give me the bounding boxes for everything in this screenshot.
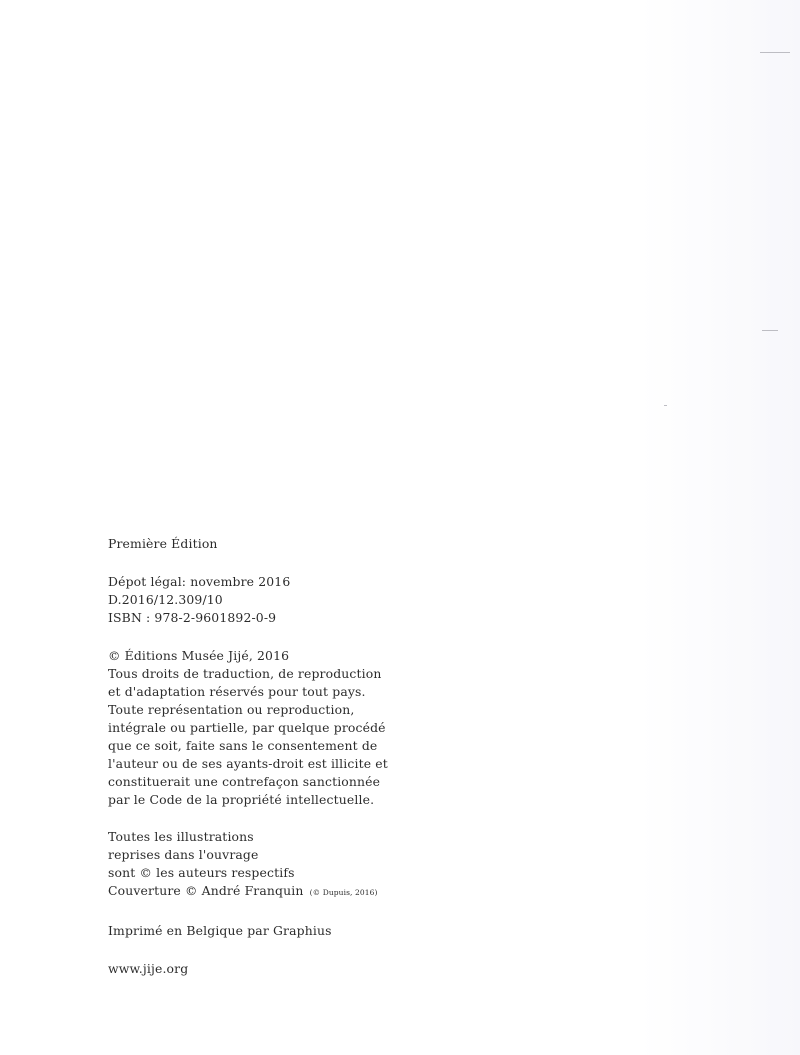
copyright-line: © Éditions Musée Jijé, 2016 — [108, 648, 290, 663]
rights-line: Tous droits de traduction, de reproduction — [108, 666, 382, 681]
edition-block — [108, 535, 408, 553]
rights-line: l'auteur ou de ses ayants-droit est illicite et — [108, 756, 388, 771]
illustrations-block — [108, 828, 408, 902]
rights-line: Toute représentation ou reproduction, — [108, 702, 355, 717]
website-url: www.jije.org — [108, 961, 189, 976]
cover-credit-line — [108, 882, 408, 902]
colophon-text — [108, 535, 408, 978]
isbn: ISBN : 978-2-9601892-0-9 — [108, 610, 277, 625]
rights-line: par le Code de la propriété intellectuelle. — [108, 792, 375, 807]
scan-mark — [762, 330, 778, 331]
rights-line: que ce soit, faite sans le consentement de — [108, 738, 378, 753]
illustrations-line: Toutes les illustrations — [108, 829, 254, 844]
scan-mark — [664, 405, 667, 406]
legal-number: D.2016/12.309/10 — [108, 592, 223, 607]
illustrations-line: reprises dans l'ouvrage — [108, 847, 259, 862]
legal-deposit: Dépot légal: novembre 2016 — [108, 574, 291, 589]
edition-label: Première Édition — [108, 536, 218, 551]
rights-line: et d'adaptation réservés pour tout pays. — [108, 684, 366, 699]
website-block — [108, 960, 408, 978]
cover-publisher-credit: (© Dupuis, 2016) — [309, 888, 378, 897]
cover-credit: Couverture © André Franquin — [108, 883, 304, 898]
rights-block — [108, 647, 408, 809]
printer-line: Imprimé en Belgique par Graphius — [108, 923, 332, 938]
rights-line: constituerait une contrefaçon sanctionnée — [108, 774, 381, 789]
rights-line: intégrale ou partielle, par quelque procédé — [108, 720, 386, 735]
illustrations-line: sont © les auteurs respectifs — [108, 865, 295, 880]
printer-block — [108, 922, 408, 940]
legal-block — [108, 573, 408, 627]
scan-mark — [760, 52, 790, 53]
